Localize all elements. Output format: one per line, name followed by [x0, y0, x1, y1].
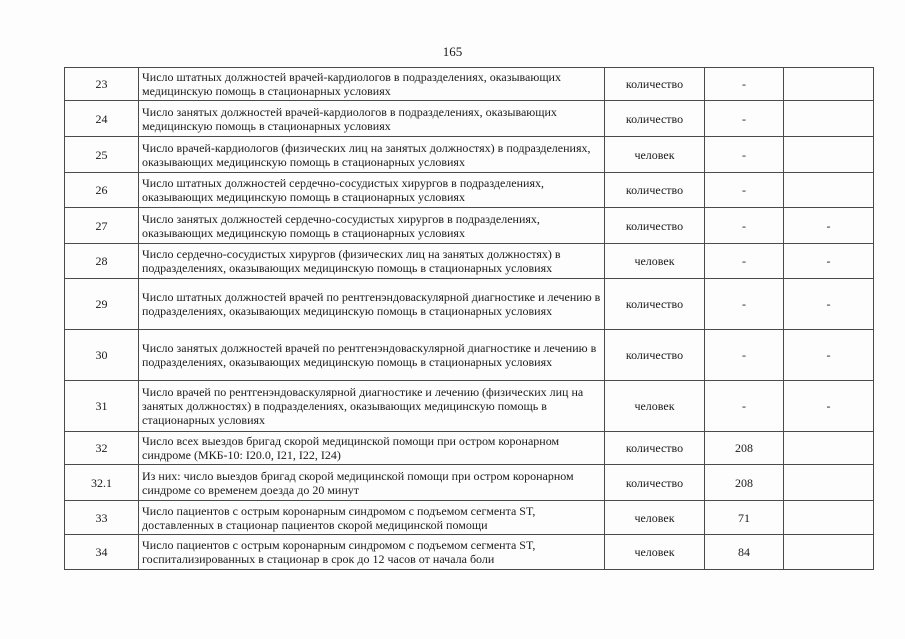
row-extra: -	[784, 244, 874, 279]
row-description: Число пациентов с острым коронарным синдромом с подъемом сегмента ST, госпитализированных в стационар в срок до 12 часов от начала боли	[139, 535, 605, 570]
row-number: 27	[65, 208, 139, 244]
table-row	[65, 501, 874, 535]
table-row	[65, 137, 874, 173]
row-unit: количество	[605, 208, 705, 244]
row-description: Число штатных должностей сердечно-сосудистых хирургов в подразделениях, оказывающих медицинскую помощь в стационарных условиях	[139, 173, 605, 208]
row-number: 29	[65, 279, 139, 330]
row-extra	[784, 137, 874, 173]
row-unit: количество	[605, 68, 705, 101]
table-row	[65, 432, 874, 465]
table-row	[65, 330, 874, 381]
row-unit: человек	[605, 535, 705, 570]
row-number: 34	[65, 535, 139, 570]
row-extra	[784, 535, 874, 570]
row-value: 208	[705, 465, 784, 501]
table-row	[65, 101, 874, 137]
row-unit: человек	[605, 137, 705, 173]
row-extra: -	[784, 381, 874, 432]
row-number: 30	[65, 330, 139, 381]
page-number: 165	[442, 44, 463, 59]
row-description: Число сердечно-сосудистых хирургов (физических лиц на занятых должностях) в подразделениях, оказывающих медицинскую помощь в стационарных условиях	[139, 244, 605, 279]
row-extra	[784, 68, 874, 101]
table-row	[65, 535, 874, 570]
row-value: 84	[705, 535, 784, 570]
row-number: 32.1	[65, 465, 139, 501]
row-extra	[784, 501, 874, 535]
row-description: Число занятых должностей врачей по рентгенэндоваскулярной диагностике и лечению в подразделениях, оказывающих медицинскую помощь в стационарных условиях	[139, 330, 605, 381]
row-extra: -	[784, 330, 874, 381]
row-extra: -	[784, 208, 874, 244]
indicators-table	[64, 67, 874, 570]
table-row	[65, 381, 874, 432]
row-extra: -	[784, 279, 874, 330]
row-unit: количество	[605, 101, 705, 137]
row-value: -	[705, 137, 784, 173]
row-extra	[784, 101, 874, 137]
row-description: Число пациентов с острым коронарным синдромом с подъемом сегмента ST, доставленных в стационар пациентов скорой медицинской помощи	[139, 501, 605, 535]
row-value: -	[705, 208, 784, 244]
table-row	[65, 244, 874, 279]
row-unit: количество	[605, 330, 705, 381]
row-number: 25	[65, 137, 139, 173]
table-row	[65, 279, 874, 330]
row-description: Число врачей-кардиологов (физических лиц на занятых должностях) в подразделениях, оказывающих медицинскую помощь в стационарных условиях	[139, 137, 605, 173]
row-unit: человек	[605, 244, 705, 279]
row-description: Число занятых должностей сердечно-сосудистых хирургов в подразделениях, оказывающих медицинскую помощь в стационарных условиях	[139, 208, 605, 244]
table-row	[65, 208, 874, 244]
row-value: -	[705, 101, 784, 137]
table-row	[65, 173, 874, 208]
row-description: Число врачей по рентгенэндоваскулярной диагностике и лечению (физических лиц на занятых должностях) в подразделениях, оказывающих медицинскую помощь в стационарных условиях	[139, 381, 605, 432]
row-extra	[784, 465, 874, 501]
row-description: Число всех выездов бригад скорой медицинской помощи при остром коронарном синдроме (МКБ-10: I20.0, I21, I22, I24)	[139, 432, 605, 465]
row-description: Из них: число выездов бригад скорой медицинской помощи при остром коронарном синдроме со временем доезда до 20 минут	[139, 465, 605, 501]
row-extra	[784, 432, 874, 465]
row-number: 28	[65, 244, 139, 279]
row-number: 31	[65, 381, 139, 432]
row-unit: количество	[605, 173, 705, 208]
row-unit: человек	[605, 501, 705, 535]
row-value: -	[705, 330, 784, 381]
table-row	[65, 465, 874, 501]
row-value: -	[705, 381, 784, 432]
row-extra	[784, 173, 874, 208]
row-number: 23	[65, 68, 139, 101]
row-unit: количество	[605, 432, 705, 465]
row-number: 32	[65, 432, 139, 465]
row-value: -	[705, 244, 784, 279]
row-value: 208	[705, 432, 784, 465]
table-row	[65, 68, 874, 101]
row-value: 71	[705, 501, 784, 535]
row-number: 26	[65, 173, 139, 208]
row-unit: количество	[605, 465, 705, 501]
row-description: Число занятых должностей врачей-кардиологов в подразделениях, оказывающих медицинскую помощь в стационарных условиях	[139, 101, 605, 137]
row-description: Число штатных должностей врачей по рентгенэндоваскулярной диагностике и лечению в подразделениях, оказывающих медицинскую помощь в стационарных условиях	[139, 279, 605, 330]
row-number: 33	[65, 501, 139, 535]
row-unit: человек	[605, 381, 705, 432]
row-value: -	[705, 68, 784, 101]
row-number: 24	[65, 101, 139, 137]
row-unit: количество	[605, 279, 705, 330]
row-value: -	[705, 279, 784, 330]
row-value: -	[705, 173, 784, 208]
row-description: Число штатных должностей врачей-кардиологов в подразделениях, оказывающих медицинскую помощь в стационарных условиях	[139, 68, 605, 101]
